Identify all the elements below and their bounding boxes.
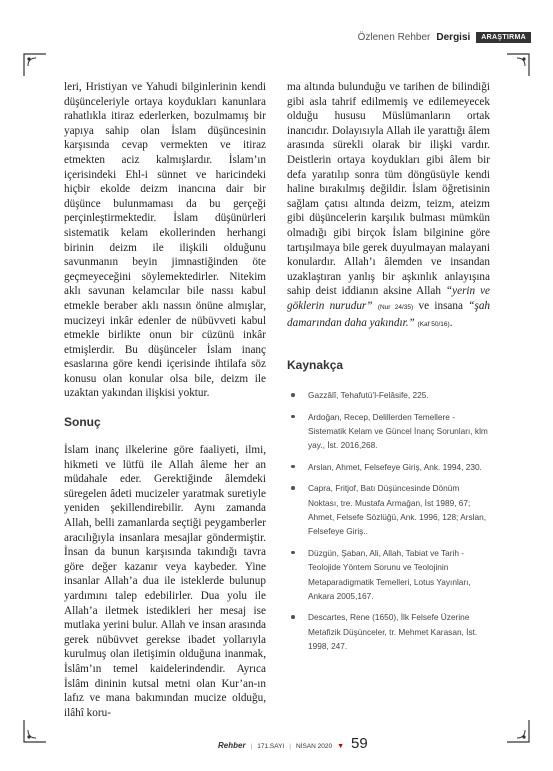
references-heading: Kaynakça [287, 358, 344, 373]
references-list [287, 388, 490, 654]
corner-ornament-top-left [22, 52, 48, 78]
issue-date: NİSAN 2020 [295, 743, 333, 750]
page-footer [218, 735, 368, 752]
reference-item: Capra, Fritjof, Batı Düşüncesinde Dönüm Noktası, tre. Mustafa Armağan, İst 1989, 67; Ahmet, Felsefe Sözlüğü, Ank. 1996, 128; Arslan, Felsefeye Giriş.. [287, 481, 490, 539]
body-paragraph: İslam inanç ilkelerine göre faaliyeti, ilmi, hikmeti ve lütfü ile Allah âleme her an müdahale eder. Gerektiğinde âlemdeki süregelen âdeti mucizeler yaratmak suretiyle yeniden şekillendirebilir. Aynı zamanda Allah, belli zamanlarda seçtiği peygamberler aracılığıyla insanlara mesajlar göndermiştir. İnsan da bunun karşısında takındığı tavra göre değer kazanır veya kaybeder. Yine insanlar Allah’a dua ile isteklerde bulunup yardımını talep edebilirler. Dua yolu ile Allah’a iletmek istedikleri her mesaj ise mutlaka yerini bulur. Allah ve insan arasında gerek nübüvvet gerekse ibadet yollarıyla kurulmuş olan iletişimin olduğuna inanmak, İslâm’ın temel kaidelerindendir. Ayrıca İslâm dininin kutsal metni olan Kur’an-ın lafız ve mana bakımından mucize olduğu, ilâhî koru- [64, 444, 266, 719]
magazine-name: Özlenen Rehber [357, 31, 431, 43]
paragraph-text: ma altında bulunduğu ve tarihen de bilindiği gibi asla tahrif edilmemiş ve edilemeyecek olduğu hususu Müslümanların ortak inancıdır. Dolayısıyla Allah ile yarattığı âlem arasında sürekli olarak bir ilişki vardır. Deistlerin ortaya koydukları gibi âlem bir defa yaratılıp sonra tüm döngüsüyle kendi haline bırakılmış değildir. İslam öğretisinin sağlam çatısı altında deizm, teizm, ateizm gibi düşüncelerin karşılık bulması mümkün olmadığı gibi birçok İslam bilginine göre tartışılmaya bile gerek duyulmayan malayani konulardır. Allah’ı âlemden ve insandan uzaklaştıran yanlış bir aşkınlık anlayışına sahip deist iddianın aksine Allah [287, 81, 490, 298]
triangle-icon: ▼ [337, 743, 345, 750]
footer-separator: | [250, 743, 253, 750]
reference-item: Arslan, Ahmet, Felsefeye Giriş, Ank. 1994, 230. [287, 460, 490, 474]
paragraph-text: . [449, 316, 453, 329]
magazine-suffix: Dergisi [436, 31, 471, 43]
left-column [64, 80, 266, 720]
reference-item: Düzgün, Şaban, Ali, Allah, Tabiat ve Tarih - Teolojide Yöntem Sorunu ve Teolojinin Metaparadigmatik Temelleri, Lotus Yayınları, Ankara 2005,167. [287, 546, 490, 604]
right-column [287, 80, 490, 661]
quran-quote: “yerin ve göklerin nurudur” [287, 285, 490, 312]
quran-quote: “şah damarından daha yakındır.” [287, 299, 491, 329]
footer-brand: Rehber [218, 741, 246, 750]
verse-reference: (Nur 24/35) [377, 303, 414, 311]
corner-ornament-top-right [505, 52, 531, 78]
section-badge: ARAŞTIRMA [476, 32, 531, 43]
paragraph-text: ve insana [413, 299, 469, 312]
verse-reference: (Kaf 50/16) [417, 320, 450, 328]
corner-ornament-bottom-right [505, 718, 531, 744]
corner-ornament-bottom-left [22, 718, 48, 744]
body-paragraph: leri, Hristiyan ve Yahudi bilginlerinin kendi düşünceleriyle ortaya koydukları kanunlara rahatlıkla itiraz ederlerken, bozulmamış bir yapıya sahip olan İslam düşüncesinin karşısında cevap vermekten ve itiraz etmekten aciz kalmışlardır. İslam’ın içerisindeki Ehl-i sünnet ve haricindeki hiçbir ekolde deizm inancına dair bir düşünce bulunmaması da bu gerçeği perçinleştirmektedir. İslam düşünürleri sistematik kelam ekollerinden herhangi birinin deizm ile ilişkili olduğunu savunmanın beyin jimnastiğinden öte geçmeyeceğini söylemektedirler. Nitekim aklı savunan kelamcılar bile nassı kabul etmekle beraber aklı nassın önüne almışlar, mucizeyi inkâr edenler de nübüvveti kabul etmekle birlikte onun bir cüzünü inkâr etmişlerdir. Bu düşünceler İslam inanç esaslarına göre kendi içerisinde ihtilafa söz konusu olan konular olsa bile, deizm ile uzaktan yakından ilişkisi yoktur. [64, 81, 266, 400]
page-header [358, 30, 531, 44]
body-paragraph [287, 80, 490, 332]
reference-item: Ardoğan, Recep, Delillerden Temellere -Sistematik Kelam ve Güncel İnanç Sorunları, klm yay., İst. 2016,268. [287, 410, 490, 453]
section-heading-sonuc: Sonuç [64, 415, 101, 430]
footer-separator: | [289, 743, 291, 750]
issue-number: 171.SAYI [257, 743, 285, 750]
page-number: 59 [351, 735, 368, 752]
reference-item: Descartes, Rene (1650), İlk Felsefe Üzerine Metafizik Düşünceler, tr. Mehmet Karasan, İst. 1998, 247. [287, 610, 490, 653]
reference-item: Gazzâlî, Tehafutü’l-Felâsife, 225. [287, 388, 490, 402]
